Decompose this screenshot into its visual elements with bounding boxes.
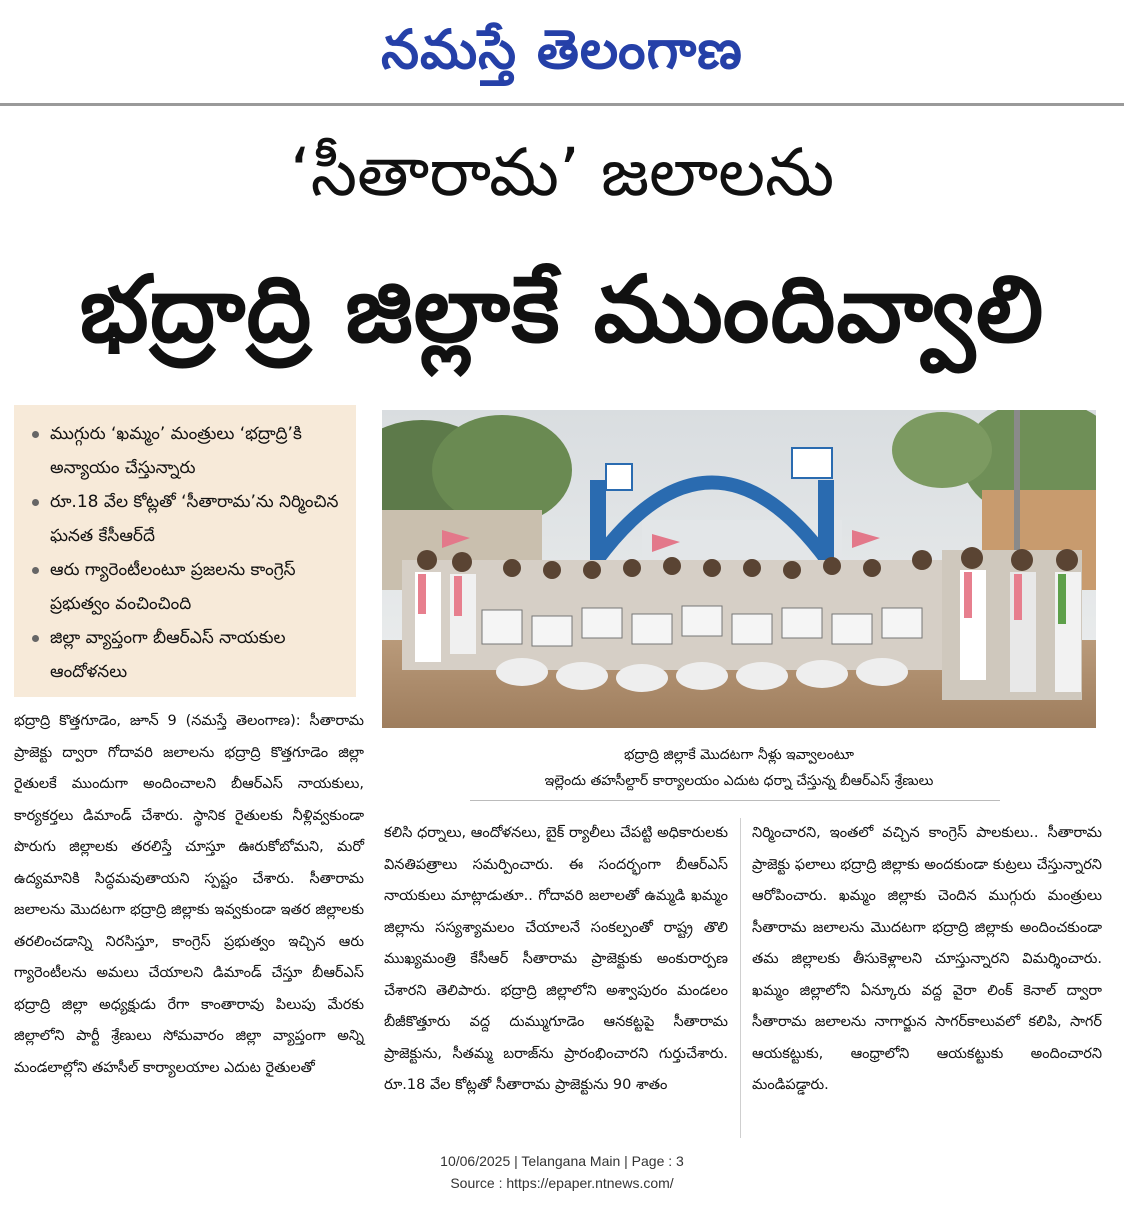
- photo-caption-line-1: భద్రాద్రి జిల్లాకే మొదటగా నీళ్లు ఇవ్వాలంటూ: [624, 747, 854, 763]
- highlights-box: [14, 405, 356, 697]
- highlight-text: ఆరు గ్యారెంటీలంటూ ప్రజలను కాంగ్రెస్ ప్రభుత్వం వంచించింది: [50, 560, 296, 614]
- highlight-text: రూ.18 వేల కోట్లతో ‘సీతారామ’ను నిర్మించిన ఘనత కేసీఆర్‌దే: [50, 492, 339, 546]
- article-column-2: కలిసి ధర్నాలు, ఆందోళనలు, బైక్ ర్యాలీలు చేపట్టి అధికారులకు వినతిపత్రాలు సమర్పించారు. ఈ సందర్భంగా బీఆర్‌ఎస్ నాయకులు మాట్లాడుతూ.. గోదావరి జలాలతో ఉమ్మడి ఖమ్మం జిల్లాను సస్యశ్యామలం చేయాలనే సంకల్పంతో రాష్ట్ర తొలి ముఖ్యమంత్రి కేసీఆర్ సీతారామ ప్రాజెక్టుకు అంకురార్పణ చేశారని తెలిపారు. భద్రాద్రి జిల్లాలోని అశ్వాపురం మండలం బీజీకొత్తూరు వద్ద దుమ్ముగూడెం ఆనకట్టపై సీతారామ ప్రాజెక్టును, సీతమ్మ బరాజ్‌ను ప్రారంభించారని గుర్తుచేశారు. రూ.18 వేల కోట్లతో సీతారామ ప్రాజెక్టును 90 శాతం: [384, 825, 728, 1093]
- highlight-item: [32, 621, 348, 689]
- footer-source-link[interactable]: Source : https://epaper.ntnews.com/: [450, 1175, 674, 1191]
- footer-edition-info: 10/06/2025 | Telangana Main | Page : 3: [440, 1153, 684, 1169]
- masthead: [0, 0, 1124, 104]
- protest-photo: [382, 410, 1096, 728]
- masthead-title: నమస్తే తెలంగాణ: [381, 17, 743, 81]
- masthead-divider: [0, 103, 1124, 106]
- caption-divider: [470, 800, 1000, 801]
- highlight-item: [32, 417, 348, 485]
- bullet-icon: [32, 499, 39, 506]
- headline-line-2: భద్రాద్రి జిల్లాకే ముందివ్వాలి: [79, 256, 1045, 363]
- bullet-icon: [32, 567, 39, 574]
- column-divider: [740, 818, 741, 1138]
- article-column-3: నిర్మించారని, ఇంతలో వచ్చిన కాంగ్రెస్ పాలకులు.. సీతారామ ప్రాజెక్టు ఫలాలు భద్రాద్రి జిల్లాకు అందకుండా కుట్రలు చేస్తున్నారని ఆరోపించారు. ఖమ్మం జిల్లాకు చెందిన ముగ్గురు మంత్రులు సీతారామ జలాలను మొదటగా భద్రాద్రి జిల్లాకు అందించకుండా తమ జిల్లాలకు తీసుకెళ్లాలని చూస్తున్నారని విమర్శించారు. ఖమ్మం జిల్లాలోని ఏన్కూరు వద్ద వైరా లింక్ కెనాల్ ద్వారా సీతారామ జలాలను నాగార్జున సాగర్‌కాలువలో కలిపి, సాగర్ ఆయకట్టుకు, ఆంధ్రాలోని ఆయకట్టుకు అందించారని మండిపడ్డారు.: [752, 825, 1102, 1093]
- highlight-item: [32, 485, 348, 553]
- bullet-icon: [32, 635, 39, 642]
- headline-line-1: ‘సీతారామ’ జలాలను: [289, 134, 835, 211]
- highlight-text: జిల్లా వ్యాప్తంగా బీఆర్‌ఎస్ నాయకుల ఆందోళనలు: [50, 628, 286, 682]
- photo-caption-line-2: ఇల్లెందు తహసీల్దార్ కార్యాలయం ఎదుట ధర్నా చేస్తున్న బీఆర్‌ఎస్ శ్రేణులు: [544, 773, 934, 789]
- bullet-icon: [32, 431, 39, 438]
- highlight-item: [32, 553, 348, 621]
- protest-photo-illustration: [382, 410, 1096, 728]
- highlight-text: ముగ్గురు ‘ఖమ్మం’ మంత్రులు ‘భద్రాద్రి’కి అన్యాయం చేస్తున్నారు: [50, 424, 302, 478]
- article-column-1: భద్రాద్రి కొత్తగూడెం, జూన్ 9 (నమస్తే తెలంగాణ): సీతారామ ప్రాజెక్టు ద్వారా గోదావరి జలాలను భద్రాద్రి కొత్తగూడెం జిల్లా రైతులకే ముందుగా అందించాలని బీఆర్‌ఎస్ నాయకులు, కార్యకర్తలు డిమాండ్ చేశారు. స్థానిక రైతులకు నీళ్లివ్వకుండా పొరుగు జిల్లాలకు తరలిస్తే చూస్తూ ఊరుకోబోమని, మరో ఉద్యమానికి సిద్ధమవుతాయని స్పష్టం చేశారు. సీతారామ జలాలను మొదటగా భద్రాద్రి జిల్లాకు ఇవ్వకుండా ఇతర జిల్లాలకు తరలించడాన్ని నిరసిస్తూ, కాంగ్రెస్ ప్రభుత్వం ఇచ్చిన ఆరు గ్యారెంటీలను అమలు చేయాలని డిమాండ్ చేస్తూ బీఆర్‌ఎస్ భద్రాద్రి జిల్లా అధ్యక్షుడు రేగా కాంతారావు పిలుపు మేరకు జిల్లాలోని పార్టీ శ్రేణులు సోమవారం జిల్లా వ్యాప్తంగా అన్ని మండలాల్లోని తహసీల్ కార్యాలయాల ఎదుట రైతులతో: [14, 713, 364, 1076]
